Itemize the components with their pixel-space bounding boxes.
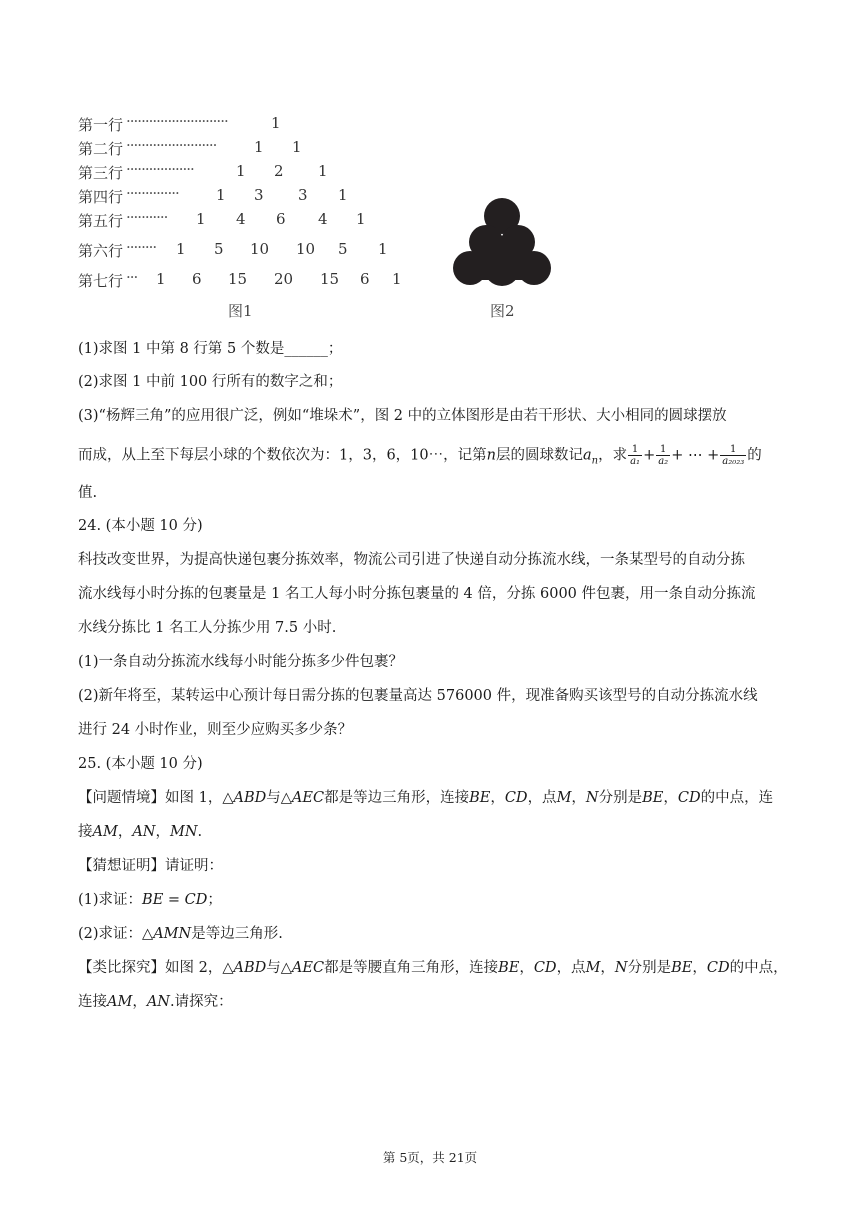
q24-text-line1: 科技改变世界，为提高快递包裹分拣效率，物流公司引进了快递自动分拣流水线，一条某型号的自动分拣 [78, 552, 745, 568]
q25-analogy-line1: 【类比探究】如图 2，△ABD与△AEC都是等腰直角三角形，连接BE，CD，点M，N分别是BE，CD的中点， [78, 960, 788, 976]
row-number: 3 [298, 186, 308, 204]
q25-conjecture-heading: 【猜想证明】请证明： [78, 858, 223, 874]
row-number: 10 [250, 240, 270, 258]
q24-question2-line1: (2)新年将至，某转运中心预计每日需分拣的包裹量高达 576000 件，现准备购买该型号的自动分拣流水线 [78, 688, 758, 704]
row-number: 6 [276, 210, 286, 228]
q23-part2: (2)求图 1 中前 100 行所有的数字之和； [78, 374, 343, 390]
row-dots: ························ [126, 136, 217, 154]
page-footer: 第 5页，共 21页 [382, 1150, 478, 1165]
q24-text-line2: 流水线每小时分拣的包裹量是 1 名工人每小时分拣包裹量的 4 倍，分拣 6000 件包裹，用一条自动分拣流 [78, 586, 756, 602]
fraction-1-over-a2: $\frac{1}{\text{a₂}}$ [658, 444, 669, 467]
row-label: 第四行 [78, 188, 124, 206]
row-dots: ·············· [126, 184, 179, 202]
row-number: 1 [271, 114, 281, 132]
row-label: 第一行 [78, 116, 124, 134]
row-number: 1 [196, 210, 206, 228]
q25-heading: 25. (本小题 10 分) [78, 756, 203, 772]
row-number: 5 [338, 240, 348, 258]
row-number: 1 [338, 186, 348, 204]
row-number: 1 [392, 270, 402, 288]
row-number: 6 [192, 270, 202, 288]
row-number: 20 [274, 270, 294, 288]
row-dots: ··························· [126, 112, 228, 130]
row-number: 15 [228, 270, 248, 288]
row-dots: ··········· [126, 208, 168, 226]
row-dots: ·················· [126, 160, 194, 178]
q25-proof2: (2)求证：△AMN是等边三角形. [78, 926, 283, 942]
q25-context-line1: 【问题情境】如图 1，△ABD与△AEC都是等边三角形，连接BE，CD，点M，N分别是BE，CD的中点，连 [78, 790, 774, 806]
row-number: 10 [296, 240, 316, 258]
q23-part3-line2: 而成，从上至下每层小球的个数依次为：1，3，6，10⋯，记第n层的圆球数记$a_n$，求 $\frac{1}{\text{a₁}}$ + $\frac{1}{\text{a₂}}$ + ⋯ + $\frac{1}{\text{a₂₀₂₃}}$ 的 [78, 444, 762, 467]
row-number: 3 [254, 186, 264, 204]
row-label: 第六行 [78, 242, 124, 260]
row-number: 1 [318, 162, 328, 180]
row-label: 第三行 [78, 164, 124, 182]
row-dots: ········ [126, 238, 157, 256]
row-number: 5 [214, 240, 224, 258]
row-number: 1 [378, 240, 388, 258]
figure2-caption: 图2 [490, 302, 515, 320]
row-number: 4 [318, 210, 328, 228]
row-number: 1 [236, 162, 246, 180]
row-label: 第二行 [78, 140, 124, 158]
row-label: 第七行 [78, 272, 124, 290]
row-number: 2 [274, 162, 284, 180]
figure1-caption: 图1 [228, 302, 253, 320]
q25-context-line2: 接AM，AN，MN. [78, 824, 203, 840]
row-number: 1 [176, 240, 186, 258]
fraction-1-over-a2023: $\frac{1}{\text{a₂₀₂₃}}$ [722, 444, 745, 467]
row-number: 15 [320, 270, 340, 288]
q23-part3-line1: (3)“杨辉三角”的应用很广泛，例如“堆垛术”，图 2 中的立体图形是由若干形状、大小相同的圆球摆放 [78, 408, 727, 424]
q24-question1: (1)一条自动分拣流水线每小时能分拣多少件包裹？ [78, 654, 404, 670]
q23-part1: (1)求图 1 中第 8 行第 5 个数是______； [78, 341, 343, 357]
row-number: 1 [254, 138, 264, 156]
figure2-stacked-balls [444, 196, 560, 300]
q24-text-line3: 水线分拣比 1 名工人分拣少用 7.5 小时. [78, 620, 337, 636]
row-number: 4 [236, 210, 246, 228]
q25-analogy-line2: 连接AM，AN.请探究： [78, 994, 233, 1010]
row-number: 1 [216, 186, 226, 204]
fraction-1-over-a1: $\frac{1}{\text{a₁}}$ [630, 444, 641, 467]
row-label: 第五行 [78, 212, 124, 230]
row-number: 1 [292, 138, 302, 156]
q23-part3-line3: 值. [78, 485, 98, 501]
q25-proof1: (1)求证：BE = CD； [78, 892, 222, 908]
q24-heading: 24. (本小题 10 分) [78, 518, 203, 534]
row-number: 6 [360, 270, 370, 288]
row-dots: ··· [126, 268, 138, 286]
row-number: 1 [356, 210, 366, 228]
row-number: 1 [156, 270, 166, 288]
q24-question2-line2: 进行 24 小时作业，则至少应购买多少条？ [78, 722, 353, 738]
